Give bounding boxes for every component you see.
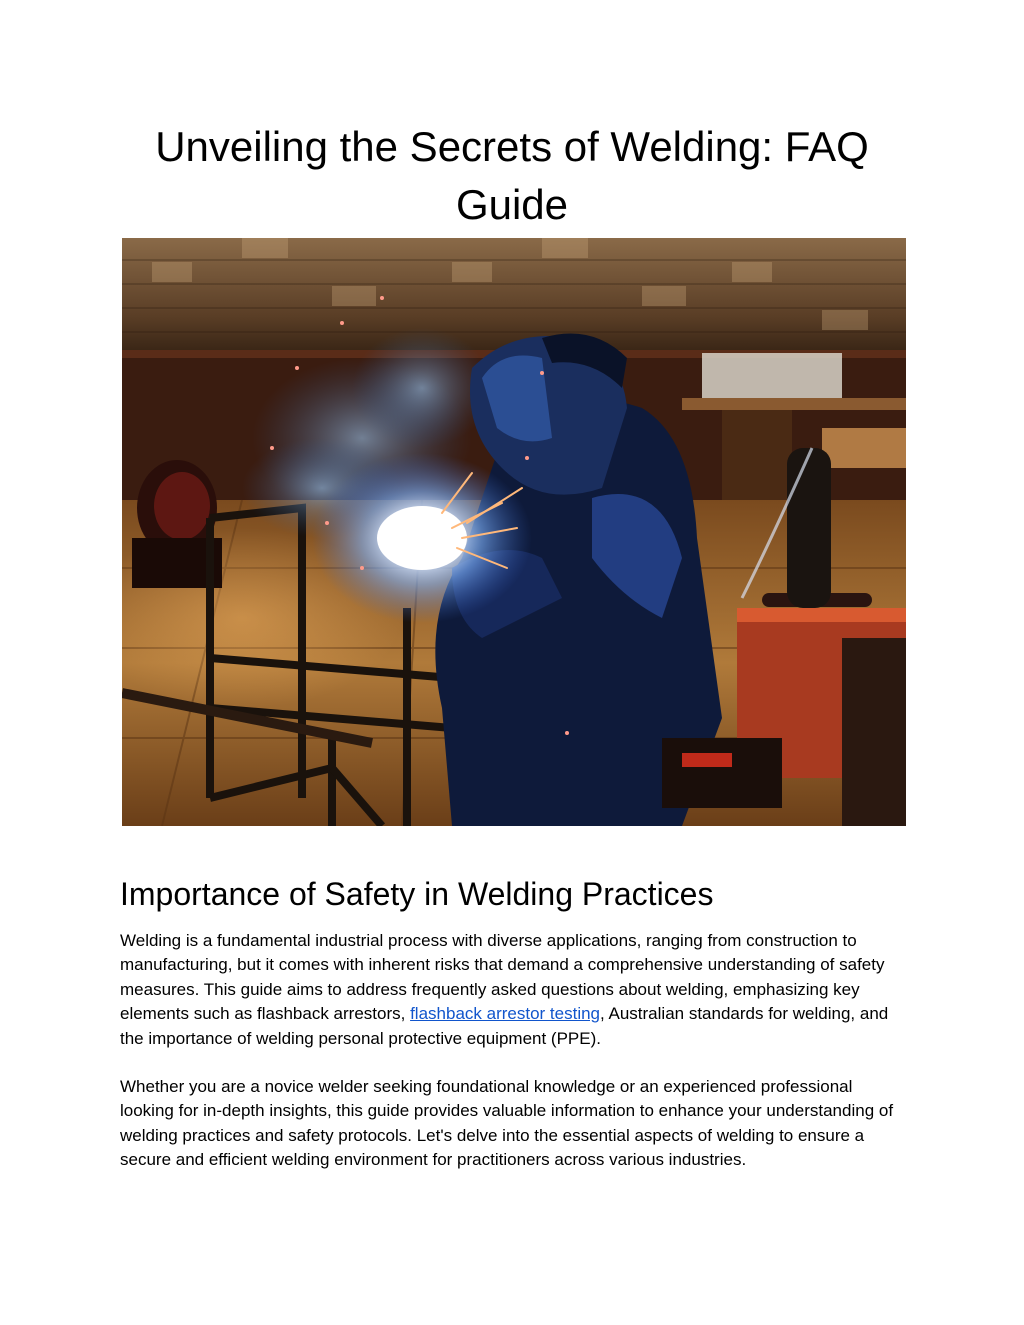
- section-heading: Importance of Safety in Welding Practices: [120, 876, 714, 912]
- welding-scene-illustration: [122, 238, 906, 826]
- welding-photo: [122, 238, 906, 826]
- intro-text-after-link: , Australian standards for welding, and the importance of welding personal protective equipment (PPE).: [120, 1004, 889, 1048]
- second-paragraph: Whether you are a novice welder seeking foundational knowledge or an experienced professional looking for in-depth insights, this guide provides valuable information to enhance your understanding of welding practices and safety protocols. Let's delve into the essential aspects of welding to ensure a secure and efficient welding environment for practitioners across various industries.: [120, 1077, 894, 1170]
- intro-text-before-link: Welding is a fundamental industrial process with diverse applications, ranging from construction to manufacturing, but it comes with inherent risks that demand a comprehensive understanding of safety measures. This guide aims to address frequently asked questions about welding, emphasizing key elements such as flashback arrestors,: [120, 931, 885, 1024]
- flashback-arrestor-testing-link[interactable]: flashback arrestor testing: [410, 1004, 600, 1024]
- page-title: Unveiling the Secrets of Welding: FAQ Guide: [155, 123, 869, 228]
- intro-paragraph: [120, 929, 910, 1051]
